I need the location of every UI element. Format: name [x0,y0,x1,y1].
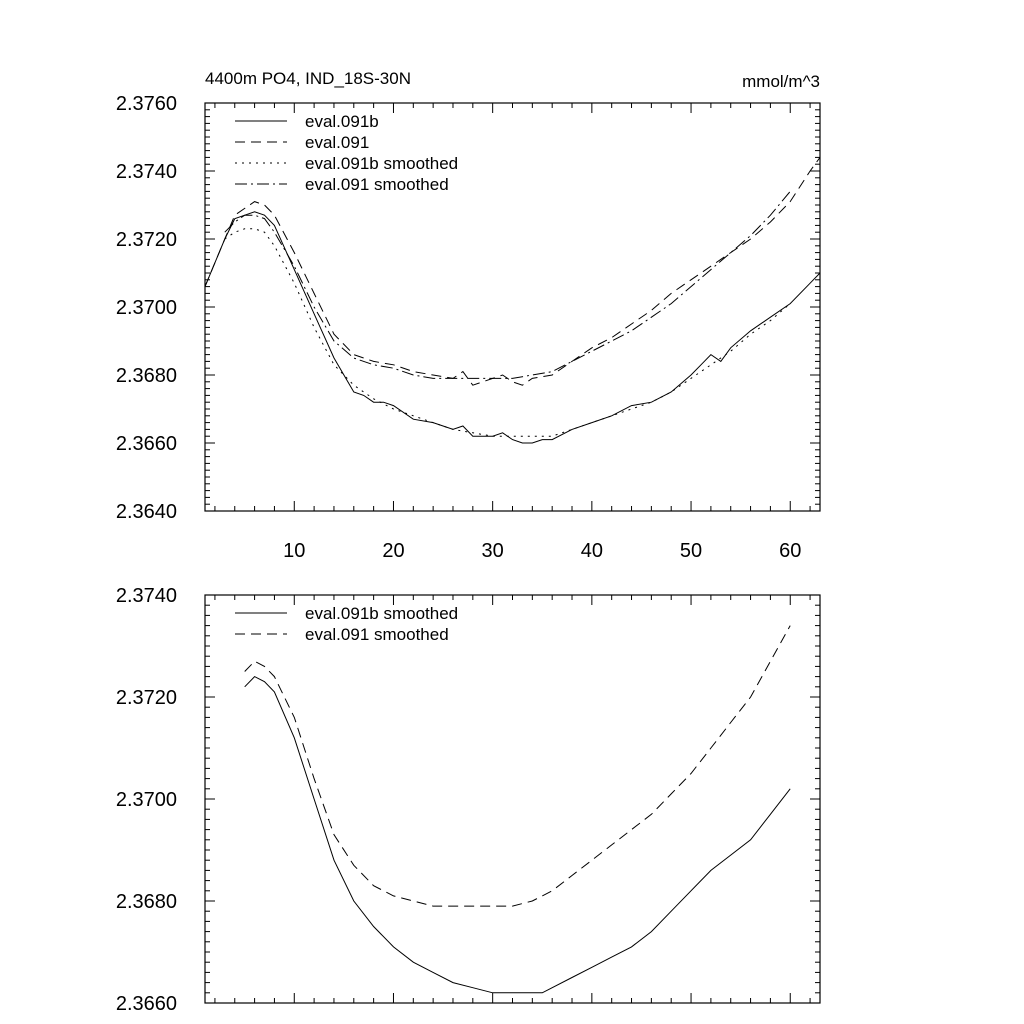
top-panel [116,69,820,562]
plot-frame [205,103,820,511]
x-tick-label: 50 [679,540,703,562]
y-tick-label: 2.3740 [115,161,177,183]
x-tick-label: 30 [481,540,504,562]
y-tick-label: 2.3700 [115,297,177,319]
x-tick-label: 10 [283,540,306,562]
series-line [245,626,791,907]
series-line [225,191,790,378]
y-tick-label: 2.3660 [115,993,177,1015]
x-tick-label: 60 [779,540,802,562]
plot-frame [205,595,820,1003]
y-tick-label: 2.3760 [115,93,177,115]
y-tick-label: 2.3720 [115,229,177,251]
y-tick-label: 2.3640 [115,501,177,523]
legend [235,604,458,644]
y-tick-label: 2.3660 [115,433,177,455]
y-tick-label: 2.3700 [115,789,177,811]
series-line [225,229,790,436]
bottom-panel [116,585,820,1015]
legend-label: eval.091b smoothed [305,154,459,173]
x-tick-label: 20 [382,540,405,562]
x-tick-label: 40 [580,540,603,562]
legend-label: eval.091 [305,133,370,152]
legend-label: eval.091 smoothed [305,625,449,644]
legend-label: eval.091b [305,112,379,131]
legend-label: eval.091 smoothed [305,175,449,194]
units-label: mmol/m^3 [742,72,820,91]
chart-title: 4400m PO4, IND_18S-30N [205,69,411,88]
series-line [245,677,791,993]
series-line [205,212,820,443]
y-tick-label: 2.3680 [115,365,177,387]
y-tick-label: 2.3740 [115,585,177,607]
legend [235,112,458,194]
y-tick-label: 2.3680 [115,891,177,913]
y-tick-label: 2.3720 [115,687,177,709]
legend-label: eval.091b smoothed [305,604,459,623]
